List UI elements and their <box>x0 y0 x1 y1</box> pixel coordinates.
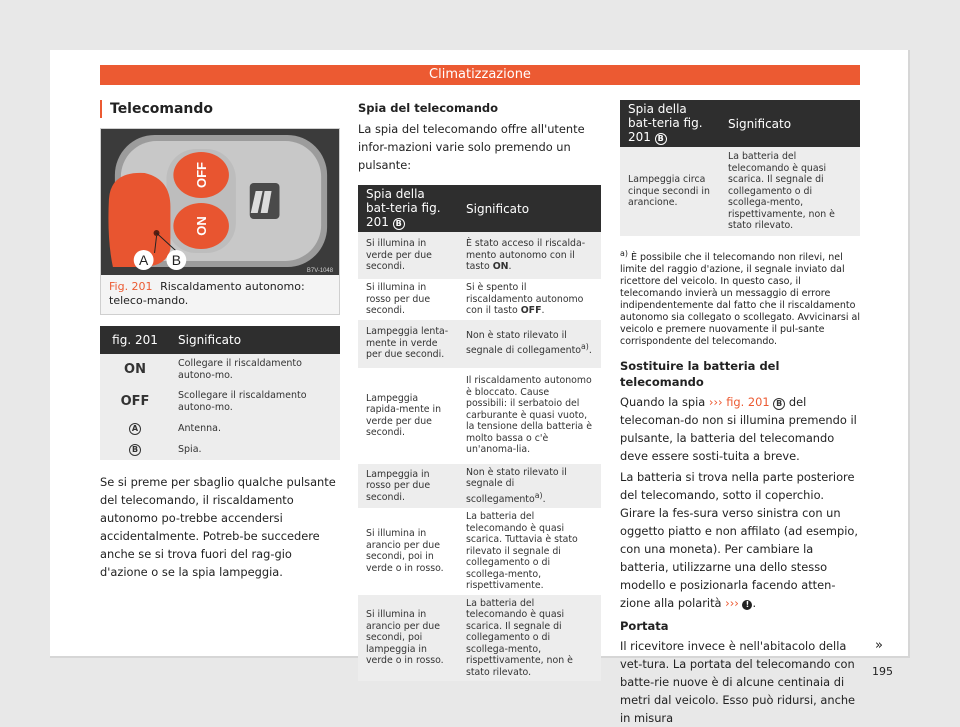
indicator-header-meaning: Significato <box>458 185 601 232</box>
row-meaning: Collegare il riscaldamento autono-mo. <box>170 354 340 386</box>
column-right <box>620 100 860 727</box>
heading-spia: Spia del telecomando <box>358 101 499 115</box>
body-paragraph: Se si preme per sbaglio qualche pulsante del telecomando, il riscaldamento autonomo po-trebbe accendersi accidentalmente. Potreb-be succedere anche se si trova fuori del rag-gio d'azione o se la spia lampeggia. <box>100 475 336 579</box>
portata-paragraph: Il ricevitore invece è nell'abitacolo della vet-tura. La portata del telecomando con batte-rie nuove è di alcune centinaia di metri dal veicolo. Esso può ridursi, anche in misura <box>620 638 856 725</box>
callout-b: B <box>171 251 181 269</box>
row-state: Si illumina in arancio per due secondi, poi lampeggia in verde o in rosso. <box>358 595 458 682</box>
page-number: 195 <box>872 665 893 678</box>
legend-header-meaning: Significato <box>170 326 340 354</box>
heading-portata: Portata <box>620 618 669 633</box>
table-row <box>620 147 860 236</box>
row-meaning: Si è spento il riscaldamento autonomo con il tasto OFF. <box>466 282 584 316</box>
row-meaning: Scollegare il riscaldamento autono-mo. <box>170 386 340 418</box>
legend-table <box>100 326 340 460</box>
table-row <box>358 320 601 368</box>
warning-reference-link[interactable]: ››› <box>725 595 739 610</box>
symbol-off: OFF <box>520 305 542 316</box>
button-off-label: OFF <box>194 162 210 188</box>
manual-page <box>50 50 910 725</box>
callout-b-badge: B <box>655 133 667 145</box>
button-on-label: ON <box>194 216 210 236</box>
table-row <box>358 368 601 464</box>
row-meaning: Non è stato rilevato il segnale di scollegamento$^{a)}$. <box>458 464 601 509</box>
footnote-ref: a) <box>534 490 543 500</box>
battery-paragraph-2: La batteria si trova nella parte posteriore del telecomando, sotto il coperchio. Girare la fes-sura verso sinistra con un oggetto piatto e non affilato (ad esempio, con una moneta). Per cambiare la batteria, utilizzarne una dello stesso modello e posizionarla facendo atten-zione alla polarità ››› ! . <box>620 469 859 610</box>
callout-b-badge: B <box>773 398 785 410</box>
indicator-table <box>358 185 601 681</box>
battery-paragraph-1: Quando la spia ››› fig. 201 B del telecoman-do non si illumina premendo il pulsante, la batteria del telecomando deve essere sosti-tuita a breve. <box>620 394 857 463</box>
table-row <box>100 354 340 386</box>
table-row <box>100 418 340 439</box>
column-middle <box>358 100 601 681</box>
indicator-header-state: Spia della bat-teria fig. 201 B <box>358 185 458 232</box>
row-meaning: Antenna. <box>170 418 340 439</box>
figure-caption <box>101 275 339 313</box>
indicator-header-meaning: Significato <box>720 100 860 147</box>
footnote-mark: a) <box>620 248 628 258</box>
remote-control-illustration <box>101 129 339 275</box>
row-state: Lampeggia circa cinque secondi in arancione. <box>620 147 720 236</box>
column-left <box>100 100 340 581</box>
figure-code: B7V-1048 <box>306 267 334 275</box>
figure-reference-link[interactable]: ››› fig. 201 <box>708 394 770 409</box>
continue-arrow-icon: » <box>875 638 883 653</box>
footnote-ref: a) <box>581 342 589 352</box>
table-row <box>358 595 601 682</box>
indicator-table-continued <box>620 100 860 236</box>
intro-spia: La spia del telecomando offre all'utente infor-mazioni varie solo premendo un pulsante: <box>358 122 585 172</box>
section-title: Telecomando <box>100 100 340 118</box>
figure-number: Fig. 201 <box>109 280 153 293</box>
figure-caption-text: Riscaldamento autonomo: teleco-mando. <box>109 280 305 307</box>
warning-icon: ! <box>742 600 752 610</box>
row-meaning: È stato acceso il riscalda-mento autonomo con il tasto ON. <box>458 232 601 279</box>
table-row <box>358 279 601 320</box>
row-meaning: Il riscaldamento autonomo è bloccato. Cause possibili: il serbatoio del carburante è quasi vuoto, la tensione della batteria è molto bassa o c'è un'anoma-lia. <box>466 375 593 456</box>
callout-a: A <box>139 251 149 269</box>
row-meaning: Spia. <box>170 439 340 460</box>
callout-a-badge: A <box>129 423 141 435</box>
callout-b-badge: B <box>129 444 141 456</box>
heading-battery: Sostituire la batteria del telecomando <box>620 358 780 389</box>
figure-remote <box>100 128 340 315</box>
row-meaning: Non è stato rilevato il segnale di collegamento$^{a)}$. <box>458 320 601 368</box>
table-row <box>100 439 340 460</box>
row-meaning: La batteria del telecomando è quasi scarica. Tuttavia è stato rilevato il segnale di collegamento o di scollega-mento, rispettivamente. <box>466 511 578 592</box>
row-state: Si illumina in verde per due secondi. <box>358 232 458 279</box>
row-state: Si illumina in rosso per due secondi. <box>366 282 431 316</box>
legend-header-fig: fig. 201 <box>100 326 170 354</box>
row-meaning: La batteria del telecomando è quasi scarica. Il segnale di collegamento o di scollega-mento, rispettivamente, non è stato rilevato. <box>458 595 601 682</box>
table-row <box>358 232 601 279</box>
indicator-header-state: Spia della bat-teria fig. 201 B <box>620 100 720 147</box>
table-row <box>100 386 340 418</box>
row-state: Lampeggia rapida-mente in verde per due secondi. <box>366 392 442 438</box>
symbol-on: ON <box>100 354 170 386</box>
table-row <box>358 464 601 509</box>
row-state: Si illumina in arancio per due secondi, poi in verde o in rosso. <box>366 528 444 574</box>
symbol-off: OFF <box>100 386 170 418</box>
row-state: Lampeggia lenta-mente in verde per due secondi. <box>358 320 458 368</box>
row-state: Lampeggia in rosso per due secondi. <box>358 464 458 509</box>
chapter-header: Climatizzazione <box>100 65 860 85</box>
symbol-on: ON <box>492 261 509 273</box>
row-meaning: La batteria del telecomando è quasi scarica. Il segnale di collegamento o di scollega-mento, rispettivamente, non è stato rilevato. <box>720 147 860 236</box>
table-row <box>358 508 601 595</box>
callout-b-badge: B <box>393 218 405 230</box>
footnote: $^{a)}$ È possibile che il telecomando non rilevi, nel limite del raggio d'azione, il segnale inviato dal ricettore del veicolo. In questo caso, il telecomando invierà un messaggio di errore indipendentemente dal fatto che il riscaldamento autonomo sia collegato o scollegato. Avvicinarsi al veicolo e premere nuovamente il pul-sante corrispondente del telecomando. <box>620 248 861 347</box>
